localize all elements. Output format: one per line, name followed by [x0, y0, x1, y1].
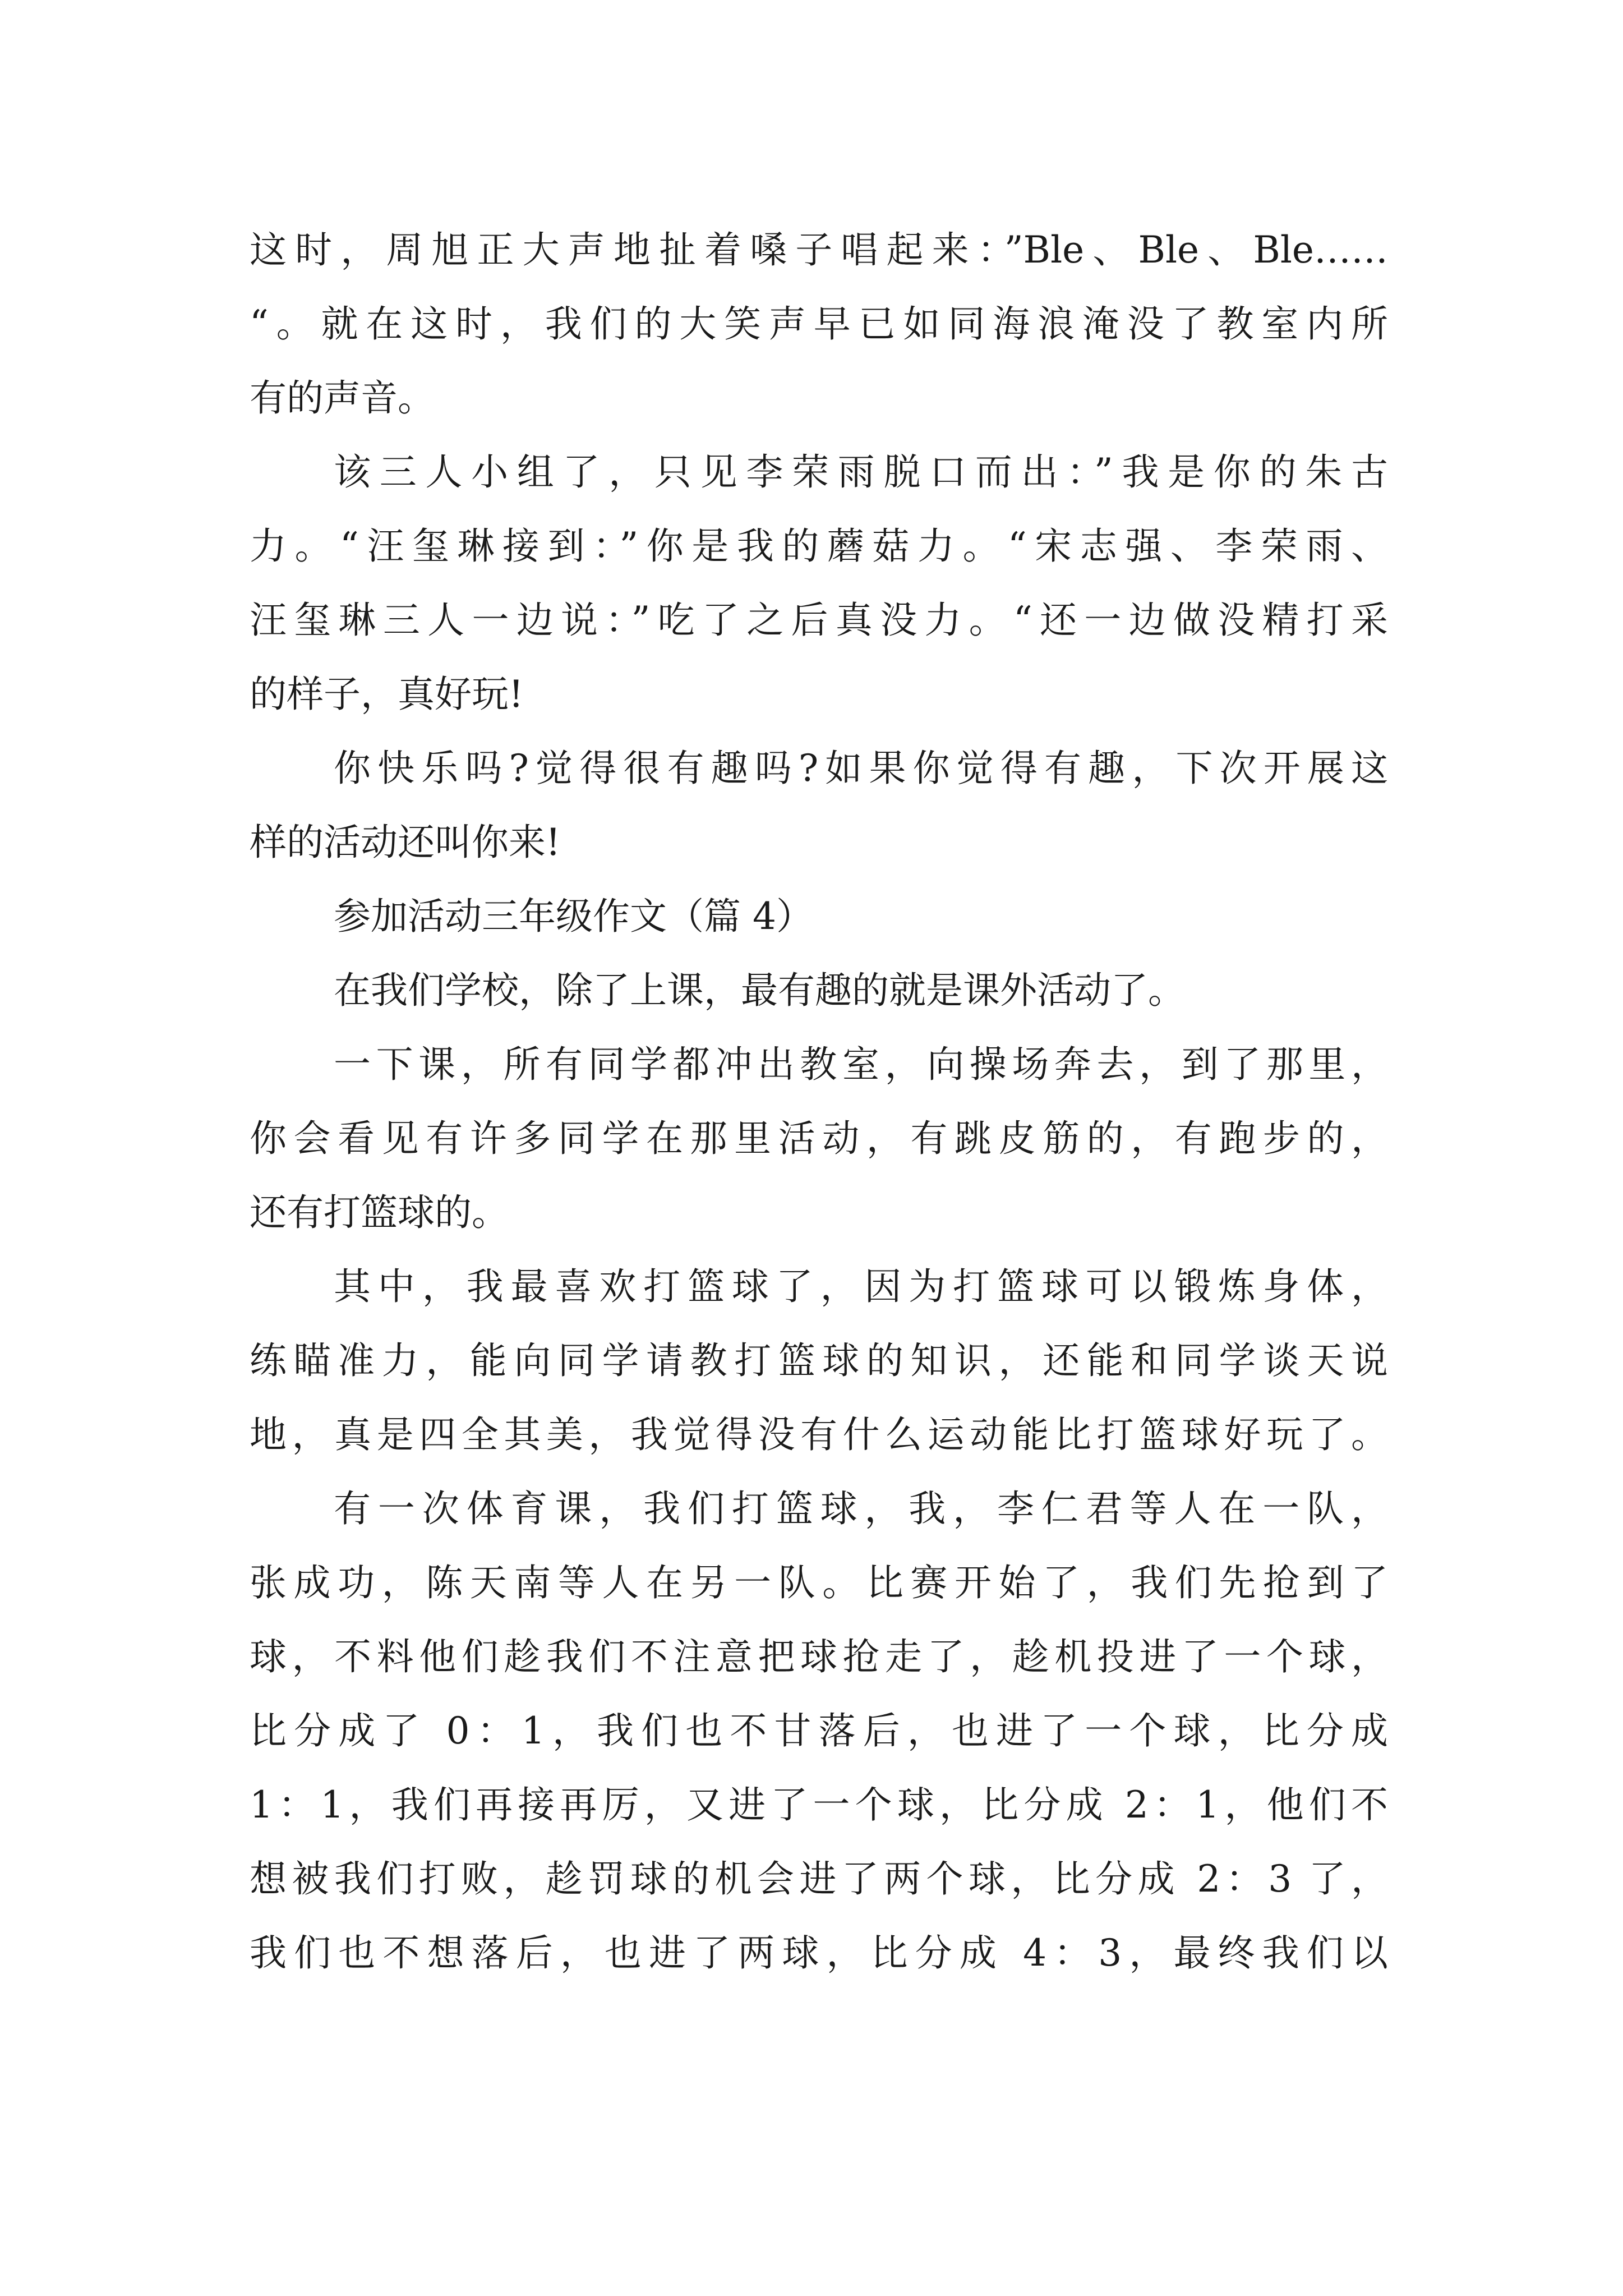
- text-line: 一下课，所有同学都冲出教室，向操场奔去，到了那里，: [334, 1043, 1388, 1086]
- text-line: 我们也不想落后，也进了两球，比分成 4：3，最终我们以: [250, 1931, 1388, 1975]
- text-line: 有的声音。: [250, 376, 435, 420]
- document-page: [250, 213, 1388, 1990]
- text-line: 力。“汪玺琳接到：”你是我的蘑菇力。“宋志强、李荣雨、: [250, 524, 1388, 568]
- text-line: 的样子，真好玩!: [250, 673, 524, 716]
- text-line: 参加活动三年级作文（篇 4）: [334, 895, 813, 938]
- text-line: 1：1，我们再接再厉，又进了一个球，比分成 2：1，他们不: [250, 1783, 1388, 1826]
- text-line: 在我们学校，除了上课，最有趣的就是课外活动了。: [334, 969, 1185, 1012]
- text-line: 想被我们打败，趁罚球的机会进了两个球，比分成 2：3 了，: [250, 1857, 1388, 1901]
- text-line: 有一次体育课，我们打篮球，我，李仁君等人在一队，: [334, 1487, 1388, 1530]
- text-line: 张成功，陈天南等人在另一队。比赛开始了，我们先抢到了: [250, 1561, 1388, 1604]
- text-line: 其中，我最喜欢打篮球了，因为打篮球可以锻炼身体，: [334, 1265, 1388, 1308]
- text-line: 你快乐吗?觉得很有趣吗?如果你觉得有趣，下次开展这: [334, 747, 1388, 790]
- text-line: 样的活动还叫你来!: [250, 821, 561, 864]
- text-line: 球，不料他们趁我们不注意把球抢走了，趁机投进了一个球，: [250, 1635, 1388, 1678]
- text-line: 地，真是四全其美，我觉得没有什么运动能比打篮球好玩了。: [250, 1413, 1388, 1456]
- text-line: 还有打篮球的。: [250, 1191, 509, 1234]
- text-line: 你会看见有许多同学在那里活动，有跳皮筋的，有跑步的，: [250, 1117, 1388, 1160]
- text-line: “。就在这时，我们的大笑声早已如同海浪淹没了教室内所: [250, 302, 1388, 346]
- text-line: 该三人小组了，只见李荣雨脱口而出：”我是你的朱古: [334, 450, 1388, 494]
- text-line: 这时，周旭正大声地扯着嗓子唱起来：”Ble、Ble、Ble……: [250, 228, 1388, 272]
- text-line: 比分成了 0：1，我们也不甘落后，也进了一个球，比分成: [250, 1709, 1388, 1752]
- text-line: 汪玺琳三人一边说：”吃了之后真没力。“还一边做没精打采: [250, 599, 1388, 642]
- text-line: 练瞄准力，能向同学请教打篮球的知识，还能和同学谈天说: [250, 1339, 1388, 1382]
